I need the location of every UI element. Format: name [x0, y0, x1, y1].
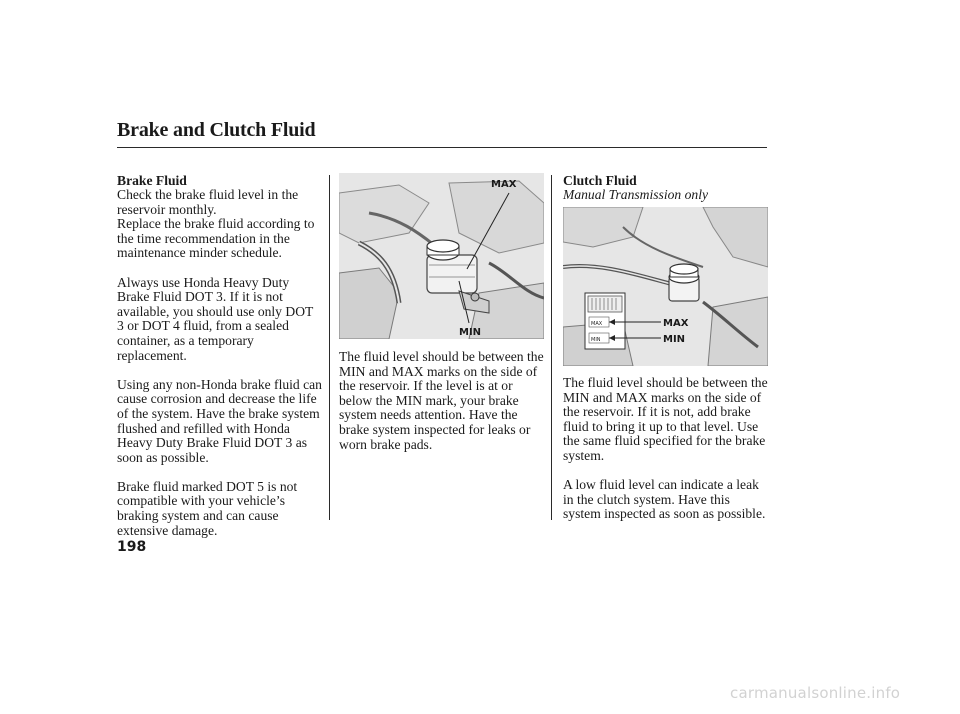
- clutch-inset-min: MIN: [591, 337, 601, 343]
- clutch-fluid-header: [563, 173, 768, 202]
- clutch-inset-max: MAX: [591, 321, 603, 327]
- page-number: 198: [117, 539, 147, 555]
- column-divider-left: [329, 175, 330, 520]
- brake-max-label: MAX: [491, 179, 517, 190]
- middle-fluid-level-text: [339, 350, 547, 467]
- clutch-fluid-text: [563, 376, 770, 537]
- clutch-max-label: MAX: [663, 318, 689, 329]
- brake-fluid-para-always: Always use Honda Heavy Duty Brake Fluid DOT 3. If it is not available, you should use only DOT 3 or DOT 4 fluid, from a sealed container, as a temporary replacement.: [117, 274, 314, 363]
- clutch-min-label: MIN: [663, 334, 686, 345]
- brake-fluid-para-check: Check the brake fluid level in the reservoir monthly.: [117, 187, 299, 217]
- clutch-fluid-para-leak: A low fluid level can indicate a leak in the clutch system. Have this system inspected as soon as possible.: [563, 477, 766, 522]
- brake-reservoir-illustration: [339, 173, 544, 339]
- clutch-reservoir-photo: [563, 207, 768, 366]
- brake-min-label: MIN: [459, 327, 482, 338]
- brake-fluid-para-dot5: Brake fluid marked DOT 5 is not compatible with your vehicle’s braking system and can cause extensive damage.: [117, 478, 298, 538]
- clutch-reservoir-illustration: [563, 207, 768, 366]
- column-divider-right: [551, 175, 552, 520]
- brake-fluid-para-non-honda: Using any non-Honda brake fluid can cause corrosion and decrease the life of the system. Have the brake system flushed and refilled with Honda Heavy Duty Brake Fluid DOT 3 as soon as possible.: [117, 376, 322, 465]
- brake-fluid-para-replace: Replace the brake fluid according to the time recommendation in the maintenance minder schedule.: [117, 216, 315, 261]
- title-rule: [117, 147, 767, 148]
- footer-watermark: carmanualsonline.info: [730, 684, 901, 702]
- brake-fluid-heading: Brake Fluid: [117, 173, 187, 188]
- brake-fluid-section: [117, 173, 323, 553]
- middle-fluid-level-para: The fluid level should be between the MIN and MAX marks on the side of the reservoir. If the level is at or below the MIN mark, your brake system needs attention. Have the brake system inspected for leaks or worn brake pads.: [339, 349, 544, 452]
- clutch-fluid-para-level: The fluid level should be between the MIN and MAX marks on the side of the reservoir. If it is not, add brake fluid to bring it up to that level. Use the same fluid specified for the brake system.: [563, 375, 768, 463]
- brake-reservoir-photo: [339, 173, 544, 339]
- page-title: Brake and Clutch Fluid: [117, 119, 316, 141]
- clutch-fluid-heading: Clutch Fluid: [563, 173, 637, 188]
- clutch-fluid-subheading: Manual Transmission only: [563, 187, 709, 202]
